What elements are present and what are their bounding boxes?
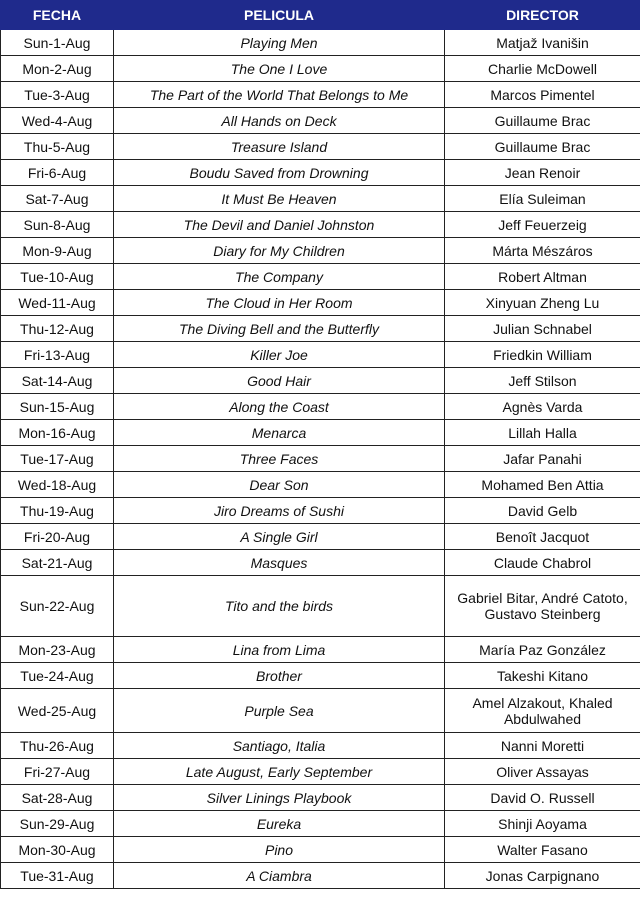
table-row bbox=[1, 186, 640, 212]
movie-cell: It Must Be Heaven bbox=[114, 186, 445, 212]
director-cell: Robert Altman bbox=[445, 264, 640, 290]
date-cell: Wed-11-Aug bbox=[1, 290, 114, 316]
director-cell: Gabriel Bitar, André Catoto, Gustavo Steinberg bbox=[445, 576, 640, 637]
header-fecha: FECHA bbox=[1, 1, 114, 30]
date-cell: Thu-12-Aug bbox=[1, 316, 114, 342]
table-row bbox=[1, 785, 640, 811]
date-cell: Tue-24-Aug bbox=[1, 663, 114, 689]
date-cell: Thu-26-Aug bbox=[1, 733, 114, 759]
movie-cell: Purple Sea bbox=[114, 689, 445, 733]
movie-cell: A Single Girl bbox=[114, 524, 445, 550]
director-cell: Amel Alzakout, Khaled Abdulwahed bbox=[445, 689, 640, 733]
movie-cell: Jiro Dreams of Sushi bbox=[114, 498, 445, 524]
movie-cell: Menarca bbox=[114, 420, 445, 446]
date-cell: Wed-4-Aug bbox=[1, 108, 114, 134]
movie-cell: The Cloud in Her Room bbox=[114, 290, 445, 316]
movie-cell: Treasure Island bbox=[114, 134, 445, 160]
director-cell: Walter Fasano bbox=[445, 837, 640, 863]
movie-cell: The Diving Bell and the Butterfly bbox=[114, 316, 445, 342]
table-row bbox=[1, 160, 640, 186]
date-cell: Mon-23-Aug bbox=[1, 637, 114, 663]
movie-cell: Along the Coast bbox=[114, 394, 445, 420]
movie-cell: Diary for My Children bbox=[114, 238, 445, 264]
date-cell: Sun-8-Aug bbox=[1, 212, 114, 238]
movie-cell: Late August, Early September bbox=[114, 759, 445, 785]
movie-cell: A Ciambra bbox=[114, 863, 445, 889]
movie-cell: Boudu Saved from Drowning bbox=[114, 160, 445, 186]
date-cell: Tue-10-Aug bbox=[1, 264, 114, 290]
movie-cell: Three Faces bbox=[114, 446, 445, 472]
date-cell: Sun-1-Aug bbox=[1, 30, 114, 56]
table-row bbox=[1, 238, 640, 264]
table-row bbox=[1, 212, 640, 238]
table-row bbox=[1, 264, 640, 290]
date-cell: Sun-22-Aug bbox=[1, 576, 114, 637]
director-cell: Jeff Stilson bbox=[445, 368, 640, 394]
date-cell: Sun-15-Aug bbox=[1, 394, 114, 420]
director-cell: Jafar Panahi bbox=[445, 446, 640, 472]
director-cell: Guillaume Brac bbox=[445, 134, 640, 160]
date-cell: Fri-27-Aug bbox=[1, 759, 114, 785]
director-cell: Nanni Moretti bbox=[445, 733, 640, 759]
movie-cell: Dear Son bbox=[114, 472, 445, 498]
table-row bbox=[1, 576, 640, 637]
date-cell: Tue-31-Aug bbox=[1, 863, 114, 889]
director-cell: Matjaž Ivanišin bbox=[445, 30, 640, 56]
date-cell: Mon-2-Aug bbox=[1, 56, 114, 82]
table-header bbox=[1, 1, 640, 30]
table-row bbox=[1, 759, 640, 785]
director-cell: Elía Suleiman bbox=[445, 186, 640, 212]
header-pelicula: PELICULA bbox=[114, 1, 445, 30]
movie-cell: Playing Men bbox=[114, 30, 445, 56]
director-cell: Jonas Carpignano bbox=[445, 863, 640, 889]
director-cell: Shinji Aoyama bbox=[445, 811, 640, 837]
director-cell: María Paz González bbox=[445, 637, 640, 663]
table-row bbox=[1, 108, 640, 134]
director-cell: Jeff Feuerzeig bbox=[445, 212, 640, 238]
date-cell: Sat-14-Aug bbox=[1, 368, 114, 394]
table-row bbox=[1, 56, 640, 82]
director-cell: David Gelb bbox=[445, 498, 640, 524]
director-cell: Friedkin William bbox=[445, 342, 640, 368]
director-cell: Xinyuan Zheng Lu bbox=[445, 290, 640, 316]
date-cell: Wed-18-Aug bbox=[1, 472, 114, 498]
table-row bbox=[1, 316, 640, 342]
movie-cell: Killer Joe bbox=[114, 342, 445, 368]
director-cell: Guillaume Brac bbox=[445, 108, 640, 134]
table-row bbox=[1, 663, 640, 689]
date-cell: Tue-17-Aug bbox=[1, 446, 114, 472]
table-row bbox=[1, 837, 640, 863]
date-cell: Sat-7-Aug bbox=[1, 186, 114, 212]
date-cell: Mon-16-Aug bbox=[1, 420, 114, 446]
table-row bbox=[1, 446, 640, 472]
date-cell: Fri-6-Aug bbox=[1, 160, 114, 186]
table-row bbox=[1, 550, 640, 576]
movie-cell: Tito and the birds bbox=[114, 576, 445, 637]
movie-cell: Masques bbox=[114, 550, 445, 576]
table-row bbox=[1, 30, 640, 56]
table-row bbox=[1, 498, 640, 524]
date-cell: Thu-5-Aug bbox=[1, 134, 114, 160]
director-cell: Charlie McDowell bbox=[445, 56, 640, 82]
table-row bbox=[1, 342, 640, 368]
movie-cell: All Hands on Deck bbox=[114, 108, 445, 134]
table-row bbox=[1, 689, 640, 733]
date-cell: Fri-20-Aug bbox=[1, 524, 114, 550]
director-cell: Márta Mészáros bbox=[445, 238, 640, 264]
movie-cell: Silver Linings Playbook bbox=[114, 785, 445, 811]
date-cell: Wed-25-Aug bbox=[1, 689, 114, 733]
table-row bbox=[1, 811, 640, 837]
movie-cell: Brother bbox=[114, 663, 445, 689]
director-cell: Jean Renoir bbox=[445, 160, 640, 186]
date-cell: Sun-29-Aug bbox=[1, 811, 114, 837]
table-body bbox=[1, 30, 640, 889]
table-row bbox=[1, 863, 640, 889]
director-cell: Lillah Halla bbox=[445, 420, 640, 446]
date-cell: Sat-28-Aug bbox=[1, 785, 114, 811]
movie-cell: Lina from Lima bbox=[114, 637, 445, 663]
movie-cell: Santiago, Italia bbox=[114, 733, 445, 759]
table-row bbox=[1, 420, 640, 446]
table-row bbox=[1, 368, 640, 394]
movie-cell: Eureka bbox=[114, 811, 445, 837]
movie-cell: The Company bbox=[114, 264, 445, 290]
table-row bbox=[1, 472, 640, 498]
header-row bbox=[1, 1, 640, 30]
movie-cell: Pino bbox=[114, 837, 445, 863]
table-row bbox=[1, 637, 640, 663]
movie-cell: The Part of the World That Belongs to Me bbox=[114, 82, 445, 108]
table-row bbox=[1, 733, 640, 759]
table-row bbox=[1, 134, 640, 160]
date-cell: Tue-3-Aug bbox=[1, 82, 114, 108]
table-row bbox=[1, 524, 640, 550]
date-cell: Sat-21-Aug bbox=[1, 550, 114, 576]
table-row bbox=[1, 82, 640, 108]
director-cell: Marcos Pimentel bbox=[445, 82, 640, 108]
movie-cell: Good Hair bbox=[114, 368, 445, 394]
director-cell: Mohamed Ben Attia bbox=[445, 472, 640, 498]
director-cell: Takeshi Kitano bbox=[445, 663, 640, 689]
director-cell: David O. Russell bbox=[445, 785, 640, 811]
date-cell: Mon-9-Aug bbox=[1, 238, 114, 264]
date-cell: Mon-30-Aug bbox=[1, 837, 114, 863]
director-cell: Claude Chabrol bbox=[445, 550, 640, 576]
header-director: DIRECTOR bbox=[445, 1, 640, 30]
date-cell: Fri-13-Aug bbox=[1, 342, 114, 368]
movie-cell: The One I Love bbox=[114, 56, 445, 82]
director-cell: Agnès Varda bbox=[445, 394, 640, 420]
movie-cell: The Devil and Daniel Johnston bbox=[114, 212, 445, 238]
director-cell: Benoît Jacquot bbox=[445, 524, 640, 550]
table-row bbox=[1, 394, 640, 420]
director-cell: Oliver Assayas bbox=[445, 759, 640, 785]
director-cell: Julian Schnabel bbox=[445, 316, 640, 342]
table-row bbox=[1, 290, 640, 316]
date-cell: Thu-19-Aug bbox=[1, 498, 114, 524]
